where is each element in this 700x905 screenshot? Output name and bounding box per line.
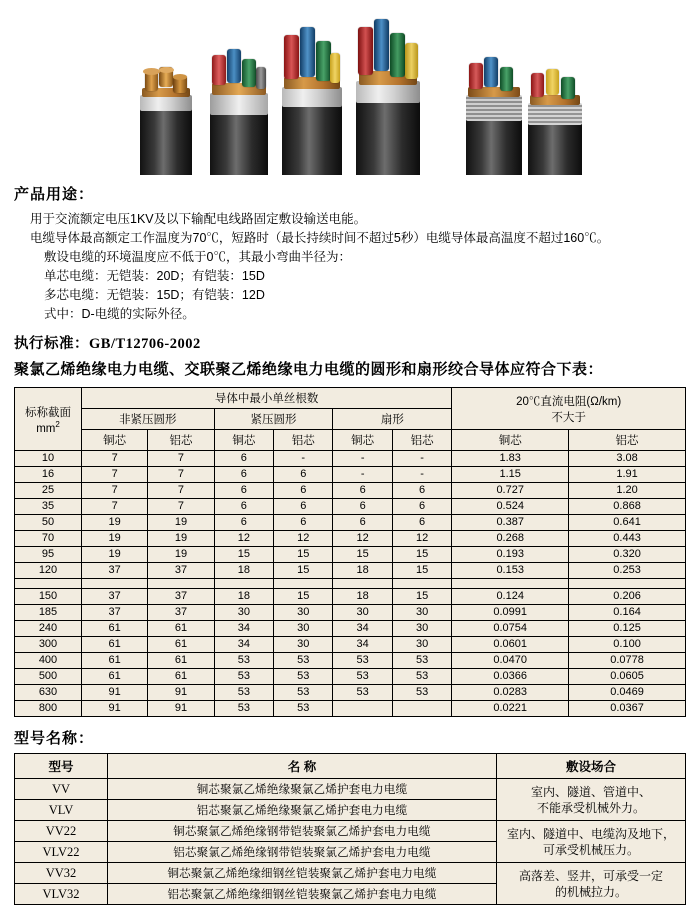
- cell: 53: [333, 669, 392, 685]
- cell: 37: [82, 589, 148, 605]
- header-compact-cu: 铜芯: [214, 430, 273, 451]
- cell: 0.164: [569, 605, 686, 621]
- cell-section: 70: [15, 531, 82, 547]
- usage-section: [0, 183, 700, 324]
- cell: 7: [82, 483, 148, 499]
- table-row: [15, 653, 686, 669]
- header-section-label: 标称截面: [25, 406, 71, 419]
- cell: 3.08: [569, 451, 686, 467]
- cell-section: 500: [15, 669, 82, 685]
- cell: 34: [333, 637, 392, 653]
- cell: 30: [214, 605, 273, 621]
- cell: 61: [82, 653, 148, 669]
- cell: 0.641: [569, 515, 686, 531]
- model-code: VLV32: [15, 884, 108, 905]
- cell: 0.100: [569, 637, 686, 653]
- cell: -: [274, 451, 333, 467]
- cell: -: [333, 467, 392, 483]
- standard-label: 执行标准：: [14, 336, 89, 352]
- cell: 19: [148, 531, 214, 547]
- cell: 6: [392, 499, 451, 515]
- cell: 1.15: [452, 467, 569, 483]
- model-code: VV: [15, 779, 108, 800]
- usage-line-5: 多芯电缆：无铠装：15D；有铠装：12D: [44, 288, 265, 302]
- cell-section: 95: [15, 547, 82, 563]
- table-spacer-row: [15, 579, 686, 589]
- usage-line-2: 电缆导体最高额定工作温度为70℃，短路时（最长持续时间不超过5秒）电缆导体最高温度不超过160℃。: [30, 231, 610, 245]
- cell: 30: [274, 621, 333, 637]
- cell: 61: [82, 669, 148, 685]
- model-place-line2: 可承受机械压力。: [542, 842, 639, 857]
- cell: 0.125: [569, 621, 686, 637]
- cell: 61: [148, 621, 214, 637]
- cell: 0.0601: [452, 637, 569, 653]
- cell: 6: [274, 483, 333, 499]
- cell: 91: [82, 701, 148, 717]
- cell: 0.387: [452, 515, 569, 531]
- cell-section: 800: [15, 701, 82, 717]
- cell: 7: [82, 499, 148, 515]
- cell: 0.868: [569, 499, 686, 515]
- cell: 6: [214, 483, 273, 499]
- model-place: [497, 779, 686, 821]
- cell: 0.193: [452, 547, 569, 563]
- cell: 0.268: [452, 531, 569, 547]
- table-row: [15, 701, 686, 717]
- cell-section: 630: [15, 685, 82, 701]
- cell: 15: [392, 589, 451, 605]
- cell: 7: [148, 467, 214, 483]
- model-row: [15, 779, 686, 800]
- cell: 53: [214, 669, 273, 685]
- model-name: 铜芯聚氯乙烯绝缘钢带铠装聚氯乙烯护套电力电缆: [108, 821, 497, 842]
- model-name: 铜芯聚氯乙烯绝缘细钢丝铠装聚氯乙烯护套电力电缆: [108, 863, 497, 884]
- header-resistance: [452, 388, 686, 430]
- cell: 15: [392, 547, 451, 563]
- cell: 0.0470: [452, 653, 569, 669]
- cell: 53: [333, 685, 392, 701]
- conductor-heading: 聚氯乙烯绝缘电力电缆、交联聚乙烯绝缘电力电缆的圆形和扇形绞合导体应符合下表：: [14, 361, 604, 378]
- model-header-place: 敷设场合: [497, 754, 686, 779]
- cell: 6: [214, 451, 273, 467]
- cell-section: 50: [15, 515, 82, 531]
- model-header-row: [15, 754, 686, 779]
- cell: 0.524: [452, 499, 569, 515]
- cell: 6: [392, 483, 451, 499]
- usage-line-1: 用于交流额定电压1KV及以下输配电线路固定敷设输送电能。: [30, 212, 367, 226]
- cable-3: [282, 25, 342, 175]
- cell: 6: [333, 499, 392, 515]
- cell: 0.0778: [569, 653, 686, 669]
- cell: 18: [333, 563, 392, 579]
- cell: 7: [148, 483, 214, 499]
- cell: 37: [82, 563, 148, 579]
- cell: 30: [392, 637, 451, 653]
- cell: 18: [214, 563, 273, 579]
- cell: 7: [148, 499, 214, 515]
- header-res-cu: 铜芯: [452, 430, 569, 451]
- model-name: 铝芯聚氯乙烯绝缘细钢丝铠装聚氯乙烯护套电力电缆: [108, 884, 497, 905]
- cell: 15: [274, 589, 333, 605]
- cell: 12: [274, 531, 333, 547]
- cell: 37: [82, 605, 148, 621]
- conductor-table: [14, 387, 686, 717]
- cell: 0.0367: [569, 701, 686, 717]
- usage-title: 产品用途：: [14, 186, 95, 203]
- cell: 91: [148, 701, 214, 717]
- table-row: [15, 685, 686, 701]
- cable-4: [356, 20, 420, 175]
- model-table: [14, 753, 686, 905]
- cell: 30: [274, 637, 333, 653]
- cell: 19: [148, 547, 214, 563]
- usage-line-3: 敷设电缆的环境温度应不低于0℃，其最小弯曲半径为：: [44, 250, 351, 264]
- model-code: VV22: [15, 821, 108, 842]
- header-compact-al: 铝芯: [274, 430, 333, 451]
- table-header-row: [15, 388, 686, 409]
- cable-2: [210, 45, 268, 175]
- cell: 0.206: [569, 589, 686, 605]
- cell-section: 16: [15, 467, 82, 483]
- model-header-code: 型号: [15, 754, 108, 779]
- cell: 37: [148, 563, 214, 579]
- model-place-line1: 室内、隧道、管道中、: [530, 784, 651, 799]
- header-min-strands: 导体中最小单丝根数: [82, 388, 452, 409]
- cell: 0.0469: [569, 685, 686, 701]
- model-row: [15, 821, 686, 842]
- cell: 1.91: [569, 467, 686, 483]
- cell: 53: [392, 669, 451, 685]
- cell-section: 185: [15, 605, 82, 621]
- model-row: [15, 863, 686, 884]
- cell: 53: [274, 653, 333, 669]
- cell: 53: [214, 685, 273, 701]
- model-place: [497, 821, 686, 863]
- cell: 18: [214, 589, 273, 605]
- table-row: [15, 589, 686, 605]
- table-row: [15, 483, 686, 499]
- model-name: 铝芯聚氯乙烯绝缘聚氯乙烯护套电力电缆: [108, 800, 497, 821]
- model-place-line2: 的机械拉力。: [554, 884, 627, 899]
- model-code: VLV22: [15, 842, 108, 863]
- model-place-line2: 不能承受机械外力。: [536, 800, 645, 815]
- table-row: [15, 669, 686, 685]
- cell: 15: [392, 563, 451, 579]
- model-code: VV32: [15, 863, 108, 884]
- cell: 18: [333, 589, 392, 605]
- cell: 6: [274, 515, 333, 531]
- header-res-al: 铝芯: [569, 430, 686, 451]
- cell: 61: [82, 637, 148, 653]
- cell: -: [392, 451, 451, 467]
- cell: 0.727: [452, 483, 569, 499]
- cell: 37: [148, 605, 214, 621]
- cell: 0.0283: [452, 685, 569, 701]
- cell: [333, 701, 392, 717]
- table-header-row-3: [15, 430, 686, 451]
- cell-section: 400: [15, 653, 82, 669]
- cell: 34: [214, 637, 273, 653]
- cell-section: 150: [15, 589, 82, 605]
- table-row: [15, 515, 686, 531]
- cell: -: [333, 451, 392, 467]
- cell: 7: [82, 451, 148, 467]
- header-round-al: 铝芯: [148, 430, 214, 451]
- cell: 0.0366: [452, 669, 569, 685]
- table-row: [15, 499, 686, 515]
- usage-line-6: 式中：D-电缆的实际外径。: [44, 307, 195, 321]
- cell: 6: [333, 515, 392, 531]
- header-group-compact: 紧压圆形: [214, 409, 333, 430]
- cell-section: 10: [15, 451, 82, 467]
- cell: 0.320: [569, 547, 686, 563]
- table-row: [15, 605, 686, 621]
- cell: 61: [148, 669, 214, 685]
- cell: 53: [214, 701, 273, 717]
- model-place: [497, 863, 686, 905]
- cell: 30: [333, 605, 392, 621]
- header-group-sector: 扇形: [333, 409, 452, 430]
- cell: 0.124: [452, 589, 569, 605]
- cell: 53: [333, 653, 392, 669]
- table-row: [15, 563, 686, 579]
- model-section-title: 型号名称：: [14, 730, 95, 747]
- header-group-round: 非紧压圆形: [82, 409, 215, 430]
- cell: 6: [274, 467, 333, 483]
- cell: 7: [82, 467, 148, 483]
- cell: 0.0605: [569, 669, 686, 685]
- table-row: [15, 547, 686, 563]
- cell: 53: [274, 669, 333, 685]
- cable-6: [528, 67, 582, 175]
- cell: 61: [148, 653, 214, 669]
- standard-value: GB/T12706-2002: [89, 336, 201, 352]
- model-place-line1: 室内、隧道中、电缆沟及地下，: [506, 826, 675, 841]
- cell-section: 120: [15, 563, 82, 579]
- cable-photo-group: [0, 0, 700, 175]
- table-row: [15, 531, 686, 547]
- table-row: [15, 621, 686, 637]
- cell: 19: [82, 547, 148, 563]
- cell: 19: [82, 531, 148, 547]
- table-row: [15, 467, 686, 483]
- standard-line: [14, 332, 700, 353]
- cell: 0.0991: [452, 605, 569, 621]
- model-name: 铜芯聚氯乙烯绝缘聚氯乙烯护套电力电缆: [108, 779, 497, 800]
- cell: 53: [392, 685, 451, 701]
- model-code: VLV: [15, 800, 108, 821]
- cell: 34: [333, 621, 392, 637]
- header-section-unit: $mm^2$: [36, 419, 60, 435]
- cell: 30: [392, 621, 451, 637]
- cell: 12: [392, 531, 451, 547]
- cable-5: [466, 55, 522, 175]
- cell: 37: [148, 589, 214, 605]
- cell: 6: [392, 515, 451, 531]
- cell: 12: [214, 531, 273, 547]
- cell: 19: [82, 515, 148, 531]
- model-header-name: 名 称: [108, 754, 497, 779]
- table-row: [15, 451, 686, 467]
- cell: 30: [274, 605, 333, 621]
- cell: 0.153: [452, 563, 569, 579]
- cell: 6: [214, 515, 273, 531]
- cell: 15: [333, 547, 392, 563]
- cell: 15: [274, 547, 333, 563]
- header-resistance-main: 20℃直流电阻(Ω/km): [516, 395, 622, 408]
- cell: 6: [214, 467, 273, 483]
- usage-line-4: 单芯电缆：无铠装：20D；有铠装：15D: [44, 269, 265, 283]
- cell: [392, 701, 451, 717]
- cell: 91: [82, 685, 148, 701]
- cable-1: [140, 65, 192, 175]
- cell: 7: [148, 451, 214, 467]
- cell: 1.20: [569, 483, 686, 499]
- cell: 19: [148, 515, 214, 531]
- cell: -: [392, 467, 451, 483]
- cell: 15: [274, 563, 333, 579]
- cell: 0.443: [569, 531, 686, 547]
- header-sector-al: 铝芯: [392, 430, 451, 451]
- cell: 12: [333, 531, 392, 547]
- cell: 0.0221: [452, 701, 569, 717]
- cell: 30: [392, 605, 451, 621]
- cell: 61: [82, 621, 148, 637]
- cell: 0.253: [569, 563, 686, 579]
- cell: 91: [148, 685, 214, 701]
- model-name: 铝芯聚氯乙烯绝缘钢带铠装聚氯乙烯护套电力电缆: [108, 842, 497, 863]
- cell: 6: [214, 499, 273, 515]
- cell-section: 35: [15, 499, 82, 515]
- header-sector-cu: 铜芯: [333, 430, 392, 451]
- product-photo: [0, 0, 700, 175]
- cell: 0.0754: [452, 621, 569, 637]
- cell-section: 240: [15, 621, 82, 637]
- header-resistance-sub: 不大于: [551, 411, 586, 424]
- cell: 53: [214, 653, 273, 669]
- cell: 6: [333, 483, 392, 499]
- cell: 6: [274, 499, 333, 515]
- conductor-table-wrap: [14, 387, 686, 717]
- cell: 61: [148, 637, 214, 653]
- cell: 15: [214, 547, 273, 563]
- cell: 1.83: [452, 451, 569, 467]
- model-table-wrap: [14, 753, 686, 905]
- cell-section: 300: [15, 637, 82, 653]
- cell: 53: [392, 653, 451, 669]
- header-round-cu: 铜芯: [82, 430, 148, 451]
- cell: 34: [214, 621, 273, 637]
- cell: 53: [274, 685, 333, 701]
- cell: 53: [274, 701, 333, 717]
- table-row: [15, 637, 686, 653]
- header-section: [15, 388, 82, 451]
- cell-section: 25: [15, 483, 82, 499]
- model-place-line1: 高落差、竖井，可承受一定: [518, 868, 663, 883]
